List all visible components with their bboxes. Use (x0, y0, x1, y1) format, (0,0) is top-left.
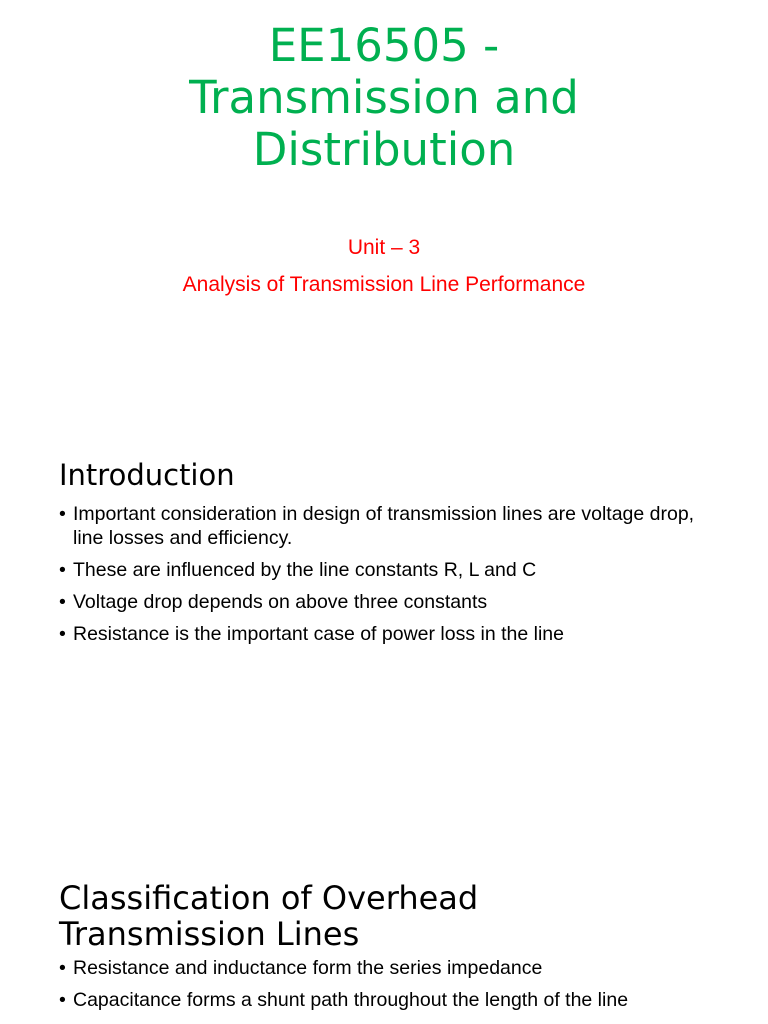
introduction-slide (0, 420, 768, 860)
bullet-icon: • (59, 623, 66, 645)
bullet-icon: • (59, 559, 66, 581)
classification-slide (0, 860, 768, 1024)
bullet-text: Resistance and inductance form the series impedance (73, 957, 543, 979)
course-title (0, 20, 768, 176)
slide-heading: Introduction (59, 458, 235, 492)
bullet-text: These are influenced by the line constants R, L and C (73, 559, 537, 581)
bullet-icon: • (59, 591, 66, 613)
slide-heading-line: Transmission Lines (59, 915, 360, 953)
bullet-text: Voltage drop depends on above three constants (73, 591, 488, 613)
bullet-icon: • (59, 957, 66, 979)
bullet-text: Resistance is the important case of power loss in the line (73, 623, 564, 645)
unit-subtitle: Analysis of Transmission Line Performance (182, 273, 586, 296)
course-title-line: EE16505 - (268, 19, 500, 72)
unit-label: Unit – 3 (347, 236, 421, 259)
bullet-icon: • (59, 503, 66, 525)
bullet-item (59, 956, 719, 980)
bullet-text: Capacitance forms a shunt path throughout the length of the line (73, 989, 629, 1011)
bullet-text: Important consideration in design of transmission lines are voltage drop, line losses and efficiency. (73, 503, 695, 549)
slide-heading (59, 880, 478, 952)
bullet-item (59, 590, 719, 614)
title-slide (0, 0, 768, 420)
bullet-item (59, 988, 719, 1012)
bullet-icon: • (59, 989, 66, 1011)
course-title-line: Transmission and (189, 71, 579, 124)
course-title-line: Distribution (252, 123, 516, 176)
bullet-item (59, 622, 719, 646)
bullet-list (59, 502, 719, 654)
bullet-item (59, 502, 719, 550)
slide-heading-line: Classification of Overhead (59, 879, 479, 917)
bullet-list (59, 956, 719, 1020)
bullet-item (59, 558, 719, 582)
